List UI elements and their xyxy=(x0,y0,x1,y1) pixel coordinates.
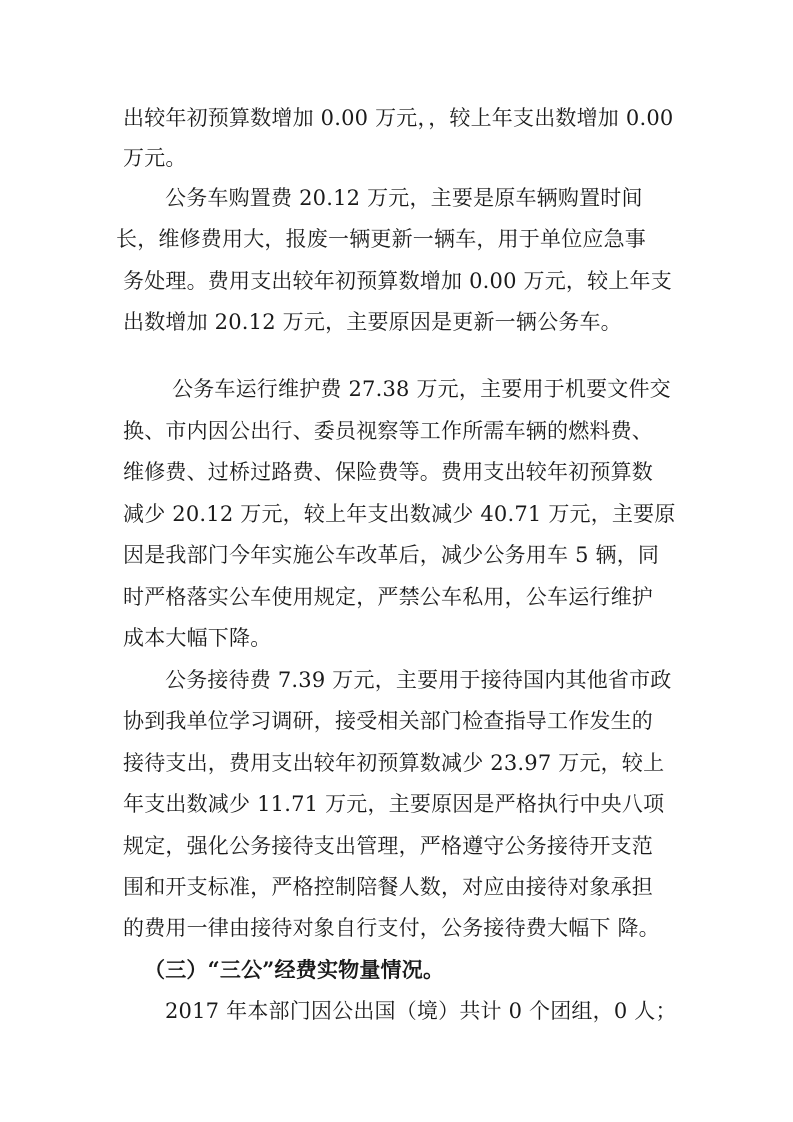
paragraph-4-line-3: 接待支出，费用支出较年初预算数减少 23.97 万元，较上 xyxy=(123,751,665,775)
paragraph-2-line-2: 长，维修费用大，报废一辆更新一辆车，用于单位应急事 xyxy=(116,227,646,251)
paragraph-3-line-6: 时严格落实公车使用规定，严禁公车私用，公车运行维护 xyxy=(123,585,653,609)
paragraph-4-line-6: 围和开支标准，严格控制陪餐人数，对应由接待对象承担 xyxy=(123,875,653,899)
paragraph-3-line-7: 成本大幅下降。 xyxy=(123,626,272,650)
paragraph-4-line-2: 协到我单位学习调研，接受相关部门检查指导工作发生的 xyxy=(123,709,653,733)
paragraph-3-line-5: 因是我部门今年实施公车改革后，减少公务用车 5 辆，同 xyxy=(123,543,660,567)
paragraph-2-line-4: 出数增加 20.12 万元，主要原因是更新一辆公务车。 xyxy=(123,310,622,334)
paragraph-4-line-7: 的费用一律由接待对象自行支付，公务接待费大幅下 降。 xyxy=(123,916,660,940)
paragraph-1-line-2: 万元。 xyxy=(123,146,187,170)
paragraph-3-line-2: 换、市内因公出行、委员视察等工作所需车辆的燃料费、 xyxy=(123,419,653,443)
paragraph-2-line-1: 公务车购置费 20.12 万元，主要是原车辆购置时间 xyxy=(165,186,643,210)
paragraph-1-line-1: 出较年初预算数增加 0.00 万元，，较上年支出数增加 0.00 xyxy=(123,106,674,130)
paragraph-5-line-1: 2017 年本部门因公出国（境）共计 0 个团组，0 人； xyxy=(165,999,677,1023)
paragraph-4-line-5: 规定，强化公务接待支出管理，严格遵守公务接待开支范 xyxy=(123,834,653,858)
paragraph-3-line-4: 减少 20.12 万元，较上年支出数减少 40.71 万元，主要原 xyxy=(123,502,676,526)
section-heading: （三）“三公”经费实物量情况。 xyxy=(144,957,445,982)
paragraph-4-line-4: 年支出数减少 11.71 万元，主要原因是严格执行中央八项 xyxy=(123,792,665,816)
paragraph-3-line-1: 公务车运行维护费 27.38 万元，主要用于机要文件交 xyxy=(172,377,671,401)
paragraph-3-line-3: 维修费、过桥过路费、保险费等。费用支出较年初预算数 xyxy=(123,460,653,484)
paragraph-4-line-1: 公务接待费 7.39 万元，主要用于接待国内其他省市政 xyxy=(165,668,672,692)
paragraph-2-line-3: 务处理。费用支出较年初预算数增加 0.00 万元，较上年支 xyxy=(123,269,672,293)
